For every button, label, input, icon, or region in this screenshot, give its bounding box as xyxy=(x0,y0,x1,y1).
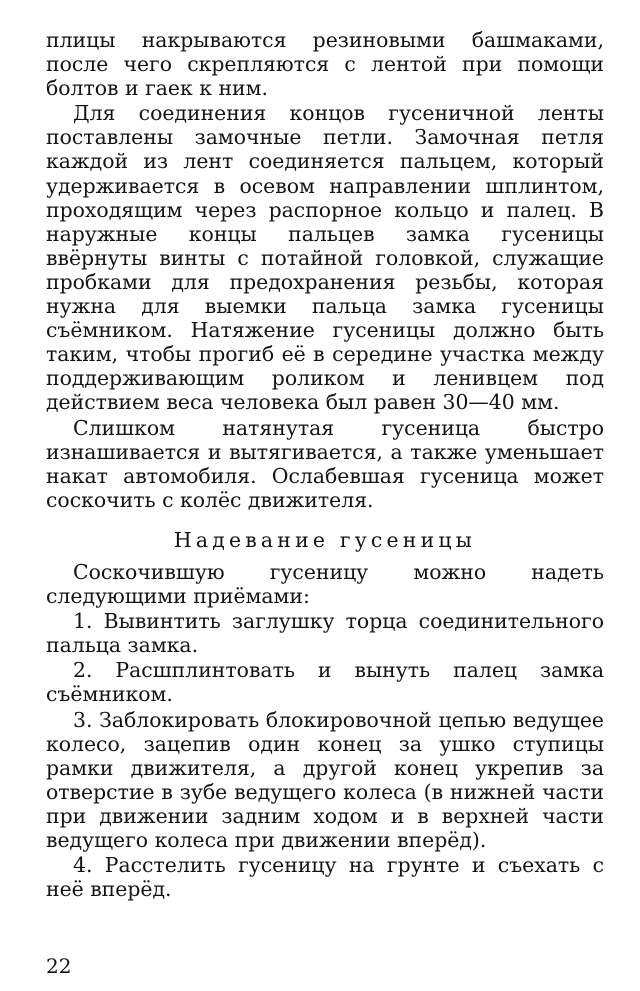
paragraph-track-tension: Слишком натянутая гусеница быстро изнашивается и вытягивается, а также уменьшает накат автомобиля. Ослабевшая гусеница может соскочить с колёс движителя. xyxy=(46,415,604,512)
page-body xyxy=(46,28,604,901)
step-item: 3. Заблокировать блокировочной цепью ведущее колесо, зацепив один конец за ушко ступицы рамки движителя, а другой конец укрепив за отверстие в зубе ведущего колеса (в нижней части при движении задним ходом и в верхней части ведущего колеса при движении вперёд). xyxy=(46,707,604,852)
step-item: 2. Расшплинтовать и вынуть палец замка съёмником. xyxy=(46,658,604,707)
page-number: 22 xyxy=(46,954,72,978)
paragraph-intro: Соскочившую гусеницу можно надеть следующими приёмами: xyxy=(46,559,604,609)
section-heading: Надевание гусеницы xyxy=(173,527,477,552)
steps-list xyxy=(46,609,604,901)
paragraph-continuation: плицы накрываются резиновыми башмаками, после чего скрепляются с лентой при помощи болтов и гаек к ним. xyxy=(46,28,604,101)
step-item: 4. Расстелить гусеницу на грунте и съехать с неё вперёд. xyxy=(46,853,604,902)
step-item: 1. Вывинтить заглушку торца соединительного пальца замка. xyxy=(46,609,604,658)
paragraph-track-lock: Для соединения концов гусеничной ленты поставлены замочные петли. Замочная петля каждой из лент соединяется пальцем, который удерживается в осевом направлении шплинтом, проходящим через распорное кольцо и палец. В наружные концы пальцев замка гусеницы ввёрнуты винты с потайной головкой, служащие пробками для предохранения резьбы, которая нужна для выемки пальца замка гусеницы съёмником. Натяжение гусеницы должно быть таким, чтобы прогиб её в середине участка между поддерживающим роликом и ленивцем под действием веса человека был равен 30—40 мм. xyxy=(46,101,604,415)
